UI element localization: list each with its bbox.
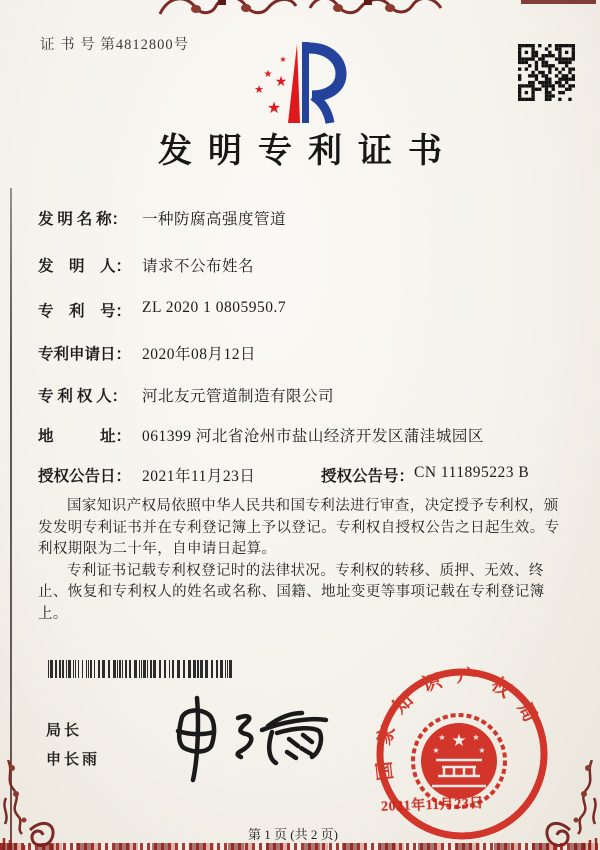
field-label: 地 址： bbox=[38, 428, 132, 445]
top-right-border-strip bbox=[521, 0, 596, 4]
field-value: 061399 河北省沧州市盐山经济开发区蒲洼城园区 bbox=[142, 428, 484, 445]
field-row-address bbox=[38, 424, 578, 446]
field-label: 专 利 权 人： bbox=[38, 388, 128, 405]
director-name: 申长雨 bbox=[46, 751, 101, 768]
certificate-title: 发明专利证书 bbox=[158, 133, 458, 170]
bottom-border-band bbox=[0, 843, 600, 850]
field-grant-publication-number bbox=[321, 464, 529, 486]
svg-text:★: ★ bbox=[451, 731, 467, 751]
left-edge-line bbox=[10, 188, 12, 850]
field-label: 专利申请日： bbox=[38, 346, 132, 363]
field-label: 专 利 号： bbox=[38, 303, 132, 320]
certificate-number: 证 书 号 第4812800号 bbox=[40, 37, 190, 53]
seal-date: 2021年11月23日 bbox=[380, 796, 485, 815]
top-border-ornament bbox=[158, 0, 443, 16]
svg-text:★: ★ bbox=[472, 733, 480, 742]
qr-code bbox=[518, 44, 575, 101]
field-label: 发 明 人： bbox=[38, 258, 132, 275]
legal-paragraph-2: 专利证书记载专利权登记时的法律状况。专利权的转移、质押、无效、终止、恢复和专利权人的姓名或名称、国籍、地址变更等事项记载在专利登记簿上。 bbox=[38, 562, 545, 622]
page-footer: 第 1 页 (共 2 页) bbox=[248, 827, 338, 842]
bottom-right-corner-ornament bbox=[540, 760, 600, 850]
field-label: 发 明 名 称： bbox=[38, 211, 128, 228]
svg-text:★: ★ bbox=[254, 83, 264, 96]
legal-paragraph-1: 国家知识产权局依照中华人民共和国专利法进行审查，决定授予专利权，颁发发明专利证书并在专利登记簿上予以登记。专利权自授权公告之日起生效。专利权期限为二十年，自申请日起算。 bbox=[38, 498, 560, 557]
field-value: 请求不公布姓名 bbox=[142, 258, 255, 275]
svg-text:★: ★ bbox=[438, 733, 446, 742]
field-row-grant-date bbox=[38, 464, 578, 486]
field-value: ZL 2020 1 0805950.7 bbox=[142, 299, 287, 316]
field-row-patentee bbox=[38, 384, 578, 406]
official-seal bbox=[372, 664, 552, 844]
field-row-inventor bbox=[38, 254, 578, 276]
svg-text:★: ★ bbox=[432, 746, 440, 755]
seal-text: 国家知识产权局 bbox=[372, 665, 548, 782]
field-value: 2020年08月12日 bbox=[142, 346, 257, 363]
field-label: 授权公告日： bbox=[38, 468, 132, 485]
svg-text:★: ★ bbox=[279, 55, 287, 64]
bottom-left-corner-ornament bbox=[0, 760, 60, 850]
field-value: CN 111895223 B bbox=[414, 464, 530, 481]
svg-text:★: ★ bbox=[478, 746, 486, 755]
svg-text:★: ★ bbox=[274, 74, 288, 90]
field-value: 河北友元管道制造有限公司 bbox=[142, 388, 335, 405]
field-label: 授权公告号： bbox=[321, 468, 415, 485]
svg-text:★: ★ bbox=[266, 98, 282, 117]
director-signature bbox=[152, 662, 337, 792]
field-row-patent-number bbox=[38, 299, 578, 321]
svg-text:★: ★ bbox=[263, 69, 273, 80]
field-row-filing-date bbox=[38, 342, 578, 364]
director-title: 局长 bbox=[46, 722, 83, 739]
legal-text-block bbox=[38, 496, 566, 625]
field-value: 2021年11月23日 bbox=[142, 468, 256, 485]
field-value: 一种防腐高强度管道 bbox=[142, 211, 287, 228]
cnipa-patent-logo bbox=[250, 36, 350, 131]
logo-stars bbox=[254, 55, 287, 117]
logo-red-wedge bbox=[288, 44, 300, 123]
field-row-invention-name bbox=[38, 207, 578, 229]
